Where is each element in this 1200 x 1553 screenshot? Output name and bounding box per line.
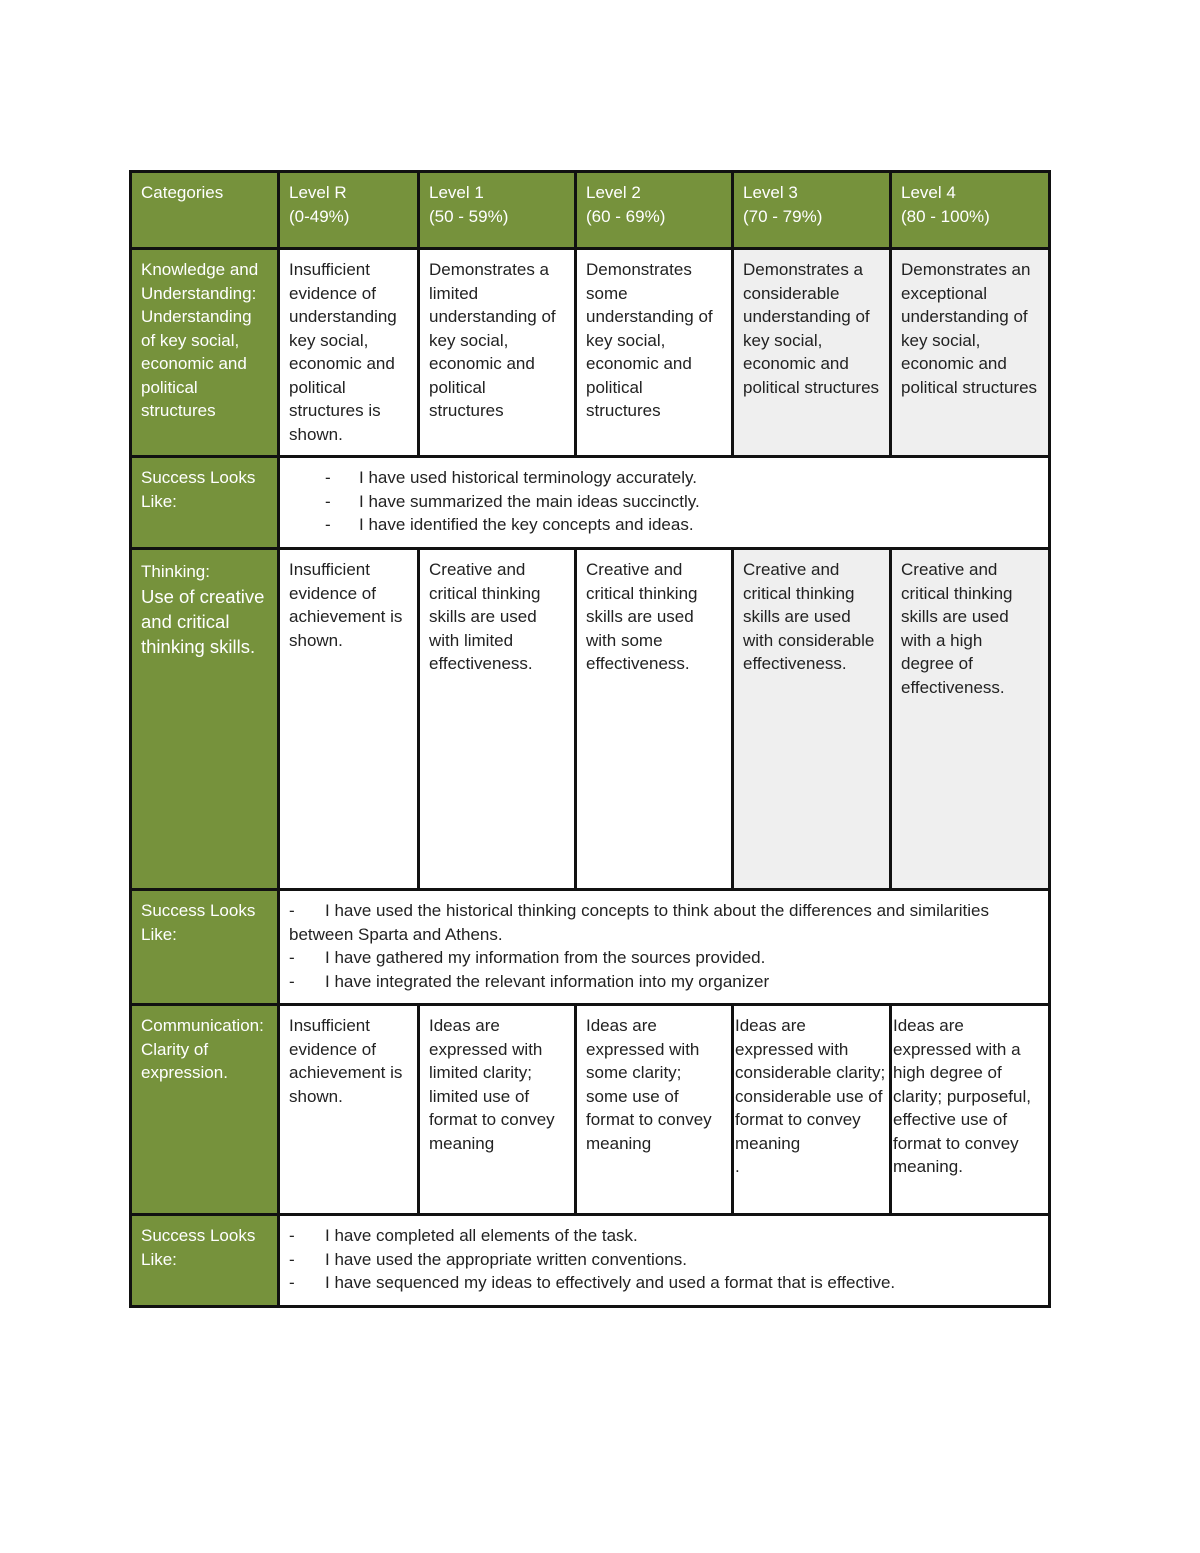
success-row-knowledge xyxy=(131,457,1050,549)
success-item: - I have completed all elements of the task. xyxy=(289,1226,638,1245)
knowledge-level-r: Insufficient evidence of understanding key social, economic and political structures is shown. xyxy=(279,249,419,457)
thinking-row xyxy=(131,549,1050,890)
knowledge-level-3: Demonstrates a considerable understanding of key social, economic and political structures xyxy=(733,249,891,457)
category-thinking: Thinking: Use of creative and critical thinking skills. xyxy=(131,549,279,890)
success-label-communication: Success Looks Like: xyxy=(131,1215,279,1307)
header-level-1: Level 1 (50 - 59%) xyxy=(419,172,576,249)
success-label-knowledge: Success Looks Like: xyxy=(131,457,279,549)
header-level-r: Level R (0-49%) xyxy=(279,172,419,249)
communication-level-1: Ideas are expressed with limited clarity; limited use of format to convey meaning xyxy=(419,1005,576,1215)
knowledge-level-1: Demonstrates a limited understanding of key social, economic and political structures xyxy=(419,249,576,457)
success-criteria-knowledge xyxy=(279,457,1050,549)
success-item-continuation: between Sparta and Athens. xyxy=(289,924,503,944)
success-row-communication xyxy=(131,1215,1050,1307)
header-level-2: Level 2 (60 - 69%) xyxy=(576,172,733,249)
knowledge-level-4: Demonstrates an exceptional understanding of key social, economic and political structures xyxy=(891,249,1050,457)
success-item: - I have identified the key concepts and ideas. xyxy=(325,513,1039,537)
thinking-level-2: Creative and critical thinking skills are used with some effectiveness. xyxy=(576,549,733,890)
communication-level-3: Ideas are expressed with considerable clarity; considerable use of format to convey meaning . xyxy=(733,1005,891,1215)
rubric-table xyxy=(129,170,1051,1308)
communication-level-r: Insufficient evidence of achievement is shown. xyxy=(279,1005,419,1215)
success-item: - I have used the historical thinking concepts to think about the differences and similarities xyxy=(289,901,990,920)
category-knowledge: Knowledge and Understanding: Understanding of key social, economic and political structures xyxy=(131,249,279,457)
success-item: - I have used historical terminology accurately. xyxy=(325,466,1039,490)
communication-row xyxy=(131,1005,1050,1215)
thinking-level-4: Creative and critical thinking skills are used with a high degree of effectiveness. xyxy=(891,549,1050,890)
success-item: - I have used the appropriate written conventions. xyxy=(289,1249,687,1269)
header-categories: Categories xyxy=(131,172,279,249)
communication-level-4: Ideas are expressed with a high degree of clarity; purposeful, effective use of format to convey meaning. xyxy=(891,1005,1050,1215)
success-item: - I have sequenced my ideas to effectively and used a format that is effective. xyxy=(289,1273,896,1292)
header-level-3: Level 3 (70 - 79%) xyxy=(733,172,891,249)
success-label-thinking: Success Looks Like: xyxy=(131,890,279,1005)
success-item: - I have gathered my information from the sources provided. xyxy=(289,948,766,967)
knowledge-level-2: Demonstrates some understanding of key social, economic and political structures xyxy=(576,249,733,457)
success-item: - I have integrated the relevant information into my organizer xyxy=(289,971,770,991)
header-row xyxy=(131,172,1050,249)
thinking-level-3: Creative and critical thinking skills are used with considerable effectiveness. xyxy=(733,549,891,890)
success-row-thinking xyxy=(131,890,1050,1005)
success-item: - I have summarized the main ideas succinctly. xyxy=(325,490,1039,514)
success-criteria-thinking xyxy=(279,890,1050,1005)
success-criteria-communication xyxy=(279,1215,1050,1307)
communication-level-2: Ideas are expressed with some clarity; some use of format to convey meaning xyxy=(576,1005,733,1215)
knowledge-row xyxy=(131,249,1050,457)
category-communication: Communication: Clarity of expression. xyxy=(131,1005,279,1215)
header-level-4: Level 4 (80 - 100%) xyxy=(891,172,1050,249)
trailing-mark: . xyxy=(735,1157,740,1176)
thinking-level-1: Creative and critical thinking skills are used with limited effectiveness. xyxy=(419,549,576,890)
thinking-level-r: Insufficient evidence of achievement is shown. xyxy=(279,549,419,890)
